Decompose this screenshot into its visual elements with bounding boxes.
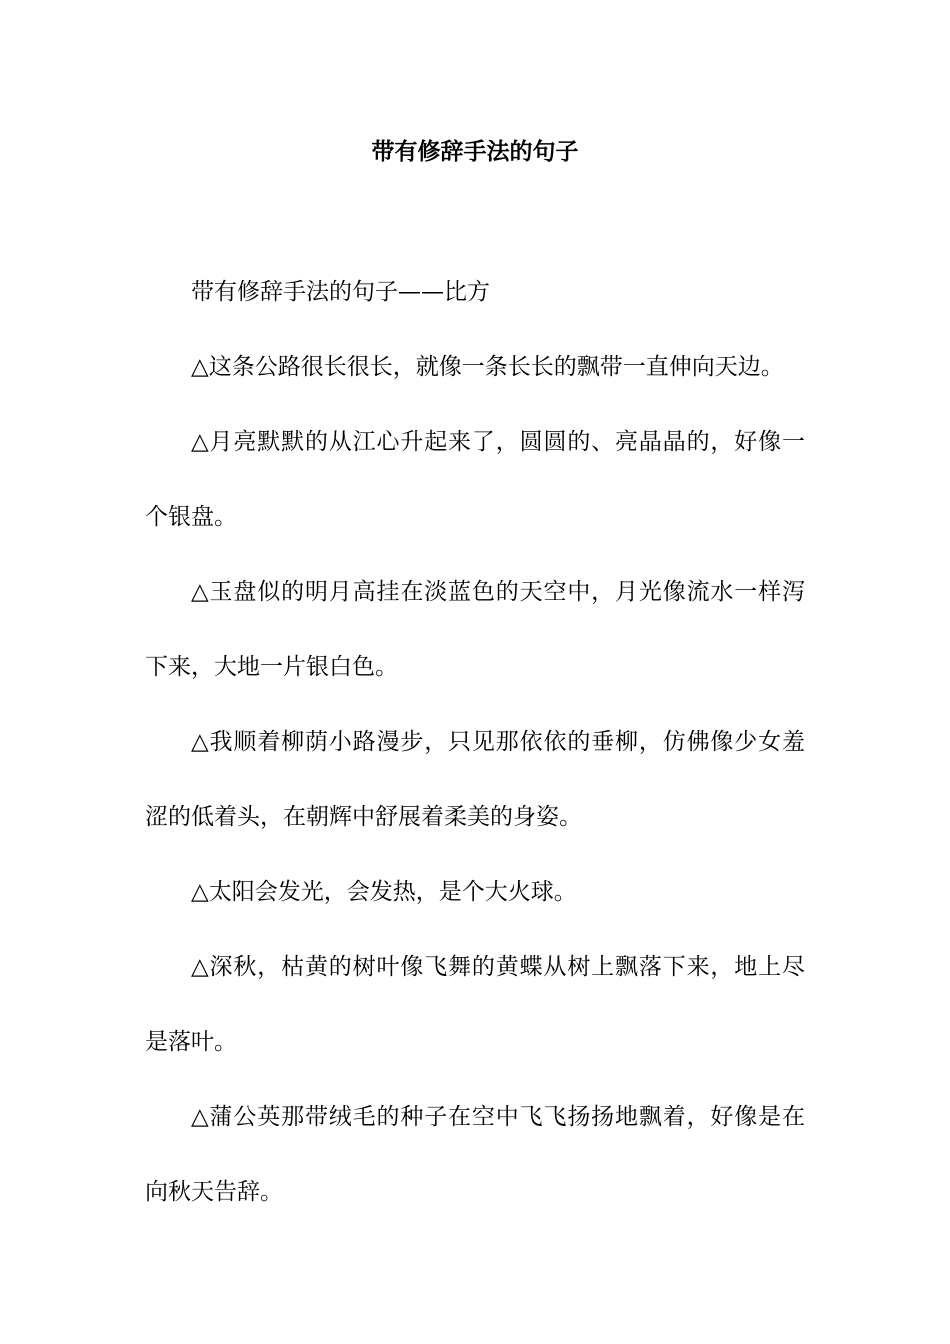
document-body [145, 255, 805, 1230]
paragraph-7: △蒲公英那带绒毛的种子在空中飞飞扬扬地飘着，好像是在向秋天告辞。 [145, 1104, 805, 1205]
paragraph-heading: 带有修辞手法的句子——比方 [191, 279, 490, 305]
paragraph-5: △太阳会发光，会发热，是个大火球。 [191, 879, 577, 905]
paragraph-2: △月亮默默的从江心升起来了，圆圆的、亮晶晶的，好像一个银盘。 [145, 429, 805, 530]
document-title: 带有修辞手法的句子 [371, 138, 579, 165]
paragraph-6: △深秋，枯黄的树叶像飞舞的黄蝶从树上飘落下来，地上尽是落叶。 [145, 954, 805, 1055]
paragraph-3: △玉盘似的明月高挂在淡蓝色的天空中，月光像流水一样泻下来，大地一片银白色。 [145, 579, 805, 680]
paragraph-4: △我顺着柳荫小路漫步，只见那依依的垂柳，仿佛像少女羞涩的低着头，在朝辉中舒展着柔美的身姿。 [145, 729, 805, 830]
paragraph-1: △这条公路很长很长，就像一条长长的飘带一直伸向天边。 [191, 354, 784, 380]
